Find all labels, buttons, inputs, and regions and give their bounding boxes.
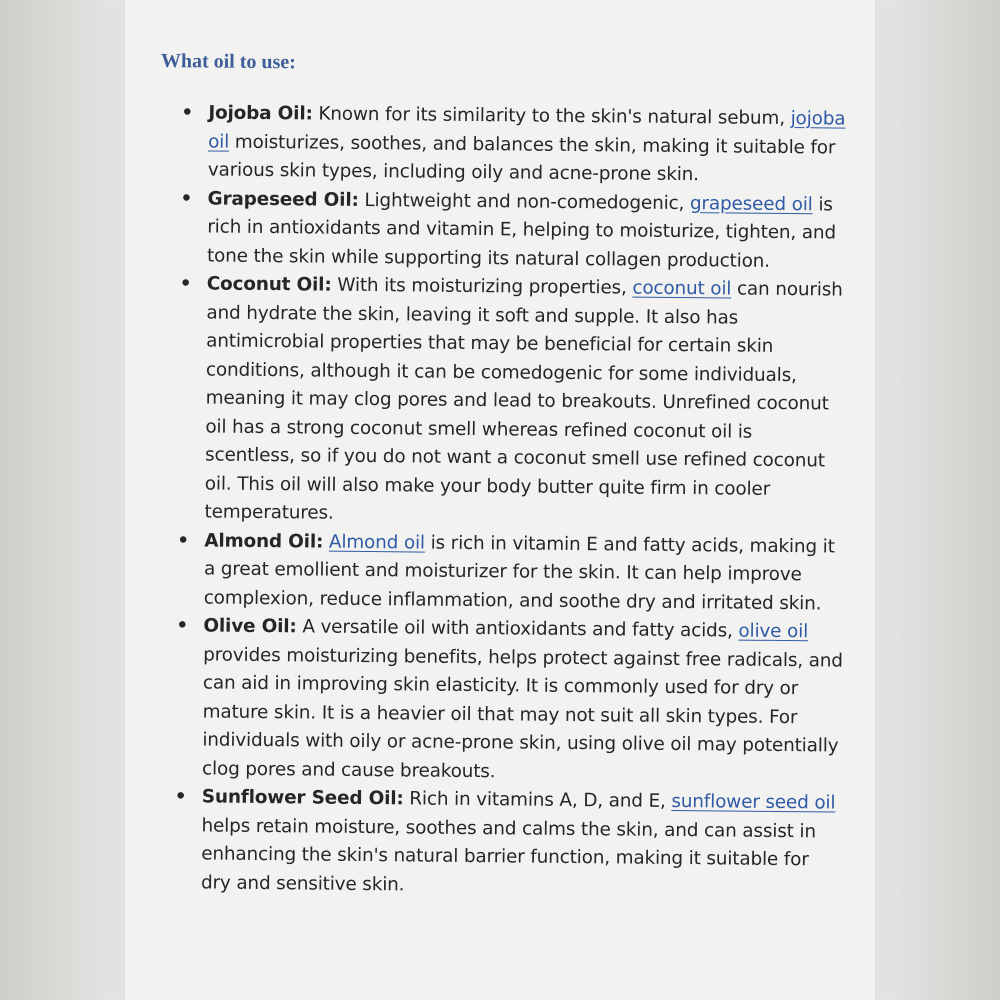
oil-name: Jojoba Oil:: [208, 102, 313, 125]
oil-list-item: [152, 783, 843, 904]
oil-list-item: [159, 99, 850, 191]
oil-name: Olive Oil:: [203, 615, 297, 638]
oil-description-start: A versatile oil with antioxidants and fatty acids,: [296, 616, 739, 642]
bullet-icon: •: [179, 273, 192, 295]
oil-name: Sunflower Seed Oil:: [201, 786, 404, 810]
oil-list-item: [158, 184, 849, 276]
bullet-icon: •: [176, 615, 189, 637]
document: [152, 50, 850, 904]
oil-description-start: Lightweight and non-comedogenic,: [358, 189, 691, 214]
oil-link[interactable]: Almond oil: [328, 531, 426, 554]
oil-description-end: moisturizes, soothes, and balances the skin, making it suitable for various skin types, including oily and acne-prone skin.: [207, 131, 836, 186]
oil-list-item: [155, 270, 847, 533]
bullet-icon: •: [177, 529, 190, 551]
section-heading: What oil to use:: [160, 50, 296, 74]
bullet-icon: •: [174, 786, 187, 808]
oil-list-item: [153, 612, 845, 790]
oil-link[interactable]: coconut oil: [632, 277, 732, 300]
oil-link[interactable]: sunflower seed oil: [671, 790, 836, 814]
oil-description-end: is rich in antioxidants and vitamin E, helping to moisturize, tighten, and tone the skin while supporting its natural collagen production.: [206, 193, 837, 272]
bullet-icon: •: [181, 102, 194, 124]
oil-description-start: Rich in vitamins A, D, and E,: [403, 788, 672, 812]
oil-link[interactable]: olive oil: [738, 620, 809, 643]
oil-name: Almond Oil:: [204, 529, 324, 553]
oil-list: [152, 99, 850, 904]
oil-list-item: [155, 526, 846, 618]
bullet-icon: •: [180, 187, 193, 209]
oil-description-end: is rich in vitamin E and fatty acids, making it a great emollient and moisturizer for the skin. It can help improve complexion, reduce inflammation, and soothe dry and irritated skin.: [203, 532, 835, 614]
oil-description-start: Known for its similarity to the skin's natural sebum,: [312, 103, 791, 130]
oil-name: Coconut Oil:: [206, 273, 332, 296]
oil-link[interactable]: grapeseed oil: [689, 192, 813, 215]
oil-name: Grapeseed Oil:: [207, 187, 359, 211]
oil-link[interactable]: jojoba oil: [208, 108, 846, 153]
oil-description-end: provides moisturizing benefits, helps protect against free radicals, and can aid in improving skin elasticity. It is commonly used for dry or mature skin. It is a heavier oil that may not suit all skin types. For individuals with oily or acne-prone skin, using olive oil may potentially clog pores and cause breakouts.: [202, 643, 843, 782]
oil-description-start: With its moisturizing properties,: [331, 274, 633, 299]
oil-description-end: can nourish and hydrate the skin, leaving it soft and supple. It also has antimicrobial properties that may be beneficial for certain skin conditions, although it can be comedogenic for some individuals, meaning it may clog pores and lead to breakouts. Unrefined coconut oil has a strong coconut smell whereas refined coconut oil is scentless, so if you do not want a coconut smell use refined coconut oil. This oil will also make your body butter quite firm in cooler temperatures.: [204, 278, 843, 524]
oil-description-end: helps retain moisture, soothes and calms the skin, and can assist in enhancing the skin's natural barrier function, making it suitable for dry and sensitive skin.: [200, 814, 817, 895]
